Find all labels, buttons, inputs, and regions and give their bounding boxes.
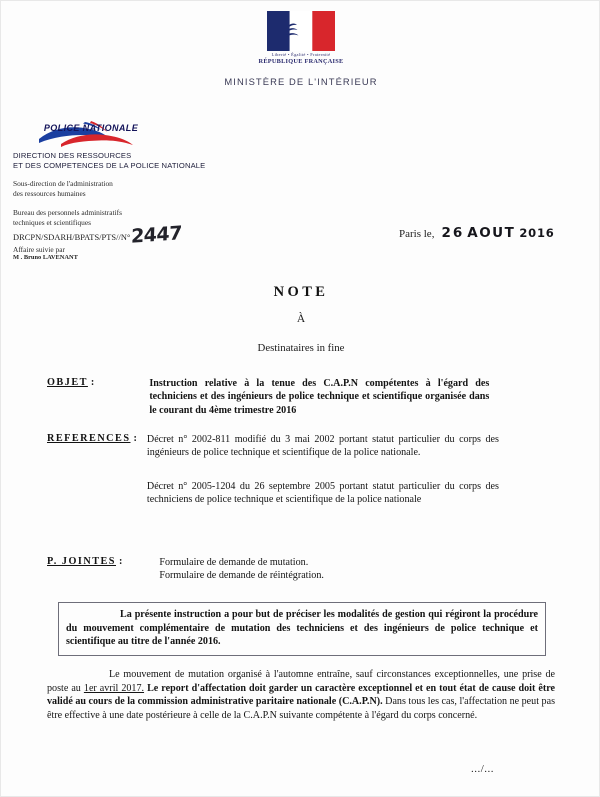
objet-row [47, 377, 567, 417]
date-month: AOUT [467, 225, 516, 241]
date-stamp [441, 225, 554, 241]
body-paragraph [47, 668, 555, 722]
place-label: Paris le, [399, 228, 435, 240]
direction-heading [13, 151, 273, 170]
reference-decree-2: Décret n° 2005-1204 du 26 septembre 2005 portant statut particulier du corps des techniciens de police technique et scientifique de la police nationale [146, 480, 499, 506]
direction-line-1: DIRECTION DES RESSOURCES [13, 151, 132, 160]
note-addressee-marker: À [296, 313, 306, 325]
pieces-jointes-label: P. JOINTES [47, 556, 116, 567]
body-segment-underlined-date: 1er avril 2017. [83, 682, 145, 694]
body-segment-bold: Le report d'affectation doit garder un caractère exceptionnel et en tout état de cause doit être validé au cours de la commission administrative paritaire nationale (C.A.P.N). [47, 682, 555, 708]
national-emblem-block [1, 11, 600, 87]
attachment-item-1: Formulaire de demande de mutation. [159, 557, 309, 568]
sous-direction-line-2: des ressources humaines [13, 188, 86, 198]
page-title: NOTE [273, 284, 329, 300]
objet-value: Instruction relative à la tenue des C.A.P.N compétentes à l'égard des techniciens et des ingénieurs de police technique et scientifique organisée dans le courant du 4ème trimestre 2016 [149, 378, 490, 416]
devise-text: Liberté • Égalité • Fraternité [271, 52, 331, 57]
objet-label: OBJET [47, 377, 88, 388]
republic-text: RÉPUBLIQUE FRANÇAISE [258, 58, 344, 65]
page-continuation-marker: .../... [471, 763, 495, 775]
reference-code: DRCPN/SDARH/BPATS/PTS//N° [13, 233, 131, 242]
date-day: 26 [441, 225, 465, 241]
sous-direction-line-1: Sous-direction de l'administration [13, 179, 113, 189]
references-label: REFERENCES [47, 433, 131, 444]
ministry-title: MINISTÈRE DE L'INTÉRIEUR [224, 76, 378, 87]
french-flag-marianne-icon [267, 11, 335, 51]
pieces-jointes-colon: : [118, 556, 123, 567]
date-year: 2016 [519, 226, 555, 240]
reference-decree-1: Décret n° 2002-811 modifié du 3 mai 2002 portant statut particulier du corps des ingénieurs de police technique et scientifique de la police nationale. [146, 434, 499, 459]
police-nationale-wordmark: POLICE NATIONALE [43, 123, 139, 133]
references-row [47, 433, 567, 507]
bureau-line-1: Bureau des personnels administratifs [13, 208, 122, 218]
objet-colon: : [90, 377, 95, 388]
direction-line-2: ET DES COMPETENCES DE LA POLICE NATIONALE [13, 160, 206, 170]
bureau-line-2: techniques et scientifiques [13, 217, 91, 227]
references-values [147, 433, 499, 507]
pieces-jointes-values [159, 556, 489, 583]
sous-direction-block [13, 179, 273, 198]
boxed-paragraph-text: La présente instruction a pour but de préciser les modalités de gestion qui régiront la procédure du mouvement complémentaire de mutation des techniciens et des ingénieurs de police technique et scientifique au titre de l'année 2016. [66, 609, 538, 648]
date-block [399, 225, 555, 241]
boxed-summary-paragraph [58, 602, 546, 656]
handwritten-reference-number: 2447 [131, 222, 183, 248]
references-colon: : [133, 433, 137, 444]
police-nationale-block [13, 119, 273, 227]
affaire-suivie-name: M . Bruno LAVENANT [13, 254, 78, 261]
note-recipients: Destinataires in fine [257, 342, 345, 354]
body-segment-4: Dans tous les cas, l'affectation ne peut pas être effective à une date postérieure à celle de la C.A.P.N suivante compétente à l'égard du corps concerné. [47, 696, 555, 721]
pieces-jointes-row [47, 556, 567, 583]
affaire-suivie-label: Affaire suivie par [13, 245, 65, 254]
police-nationale-logo-icon [37, 119, 145, 149]
body-segment-1: Le mouvement de mutation organisé à l'automne entraîne, sauf circonstances exceptionnelles, une prise de poste au [47, 669, 555, 694]
attachment-item-2: Formulaire de demande de réintégration. [159, 570, 324, 582]
